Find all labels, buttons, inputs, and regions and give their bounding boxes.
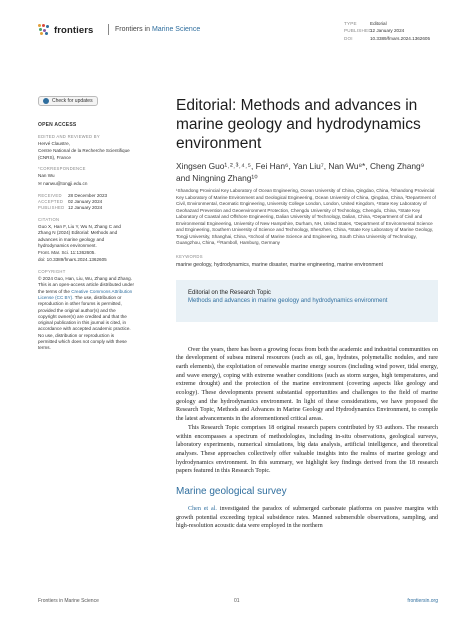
- section-body: [176, 505, 438, 531]
- article-sidebar: [38, 96, 134, 352]
- keywords-label: KEYWORDS: [176, 253, 203, 259]
- correspondence-label: *CORRESPONDENCE: [38, 165, 86, 171]
- body-paragraph: This Research Topic comprises 18 original research papers contributed by 93 authors. The research within encompasses a spectrum of methodologies, including in-situ observations, geological surveys, laboratory experiments, numerical simulations, big data analysis, artificial intelligence, and theoretical analyses. These approaches collectively offer valuable insights into the realms of marine geology and hydrodynamics environment. In this summary, we highlight key findings derived from the 18 research papers featured in this Research Topic.: [176, 424, 438, 475]
- open-access-label: OPEN ACCESS: [38, 122, 77, 129]
- author-list[interactable]: Xingsen Guo¹˒²˒³˒⁴˒⁵, Fei Han⁶, Yan Liu⁷, Nan Wu⁸*, Cheng Zhang⁹ and Ningning Zhang¹⁰: [176, 161, 425, 183]
- copyright-part-1: © 2024 Guo, Han, Liu, Wu, Zhang and Zhang. This is an open-access article distributed under the terms of the: [38, 276, 135, 294]
- article-main: [176, 96, 438, 531]
- research-topic-link[interactable]: Methods and advances in marine geology and hydrodynamics environment: [188, 297, 388, 304]
- copyright-text: [38, 276, 134, 352]
- keywords-list: marine geology, hydrodynamics, marine disaster, marine engineering, marine environment: [176, 261, 383, 268]
- page-header: [38, 20, 434, 44]
- edited-affiliation: Centre National de la Recherche Scientifique (CNRS), France: [38, 148, 130, 160]
- journal-name[interactable]: [108, 24, 200, 35]
- meta-published-value: 12 January 2024: [370, 28, 405, 34]
- research-topic-box: [176, 280, 438, 322]
- accepted-label: ACCEPTED: [38, 199, 64, 205]
- citation-doi[interactable]: doi: 10.3389/fmars.2024.1362605: [38, 257, 107, 263]
- dates-block: [38, 193, 134, 212]
- article-body: [176, 346, 438, 477]
- section-heading: Marine geological survey: [176, 486, 287, 498]
- published-label: PUBLISHED: [38, 205, 65, 211]
- check-updates-label: Check for updates: [52, 98, 93, 104]
- page-number: 01: [234, 598, 240, 604]
- body-paragraph: [176, 505, 438, 531]
- published-row: [38, 205, 134, 211]
- frontiers-logo[interactable]: [38, 24, 93, 36]
- edited-name: Hervé Claustre,: [38, 141, 70, 147]
- mail-icon: ✉: [38, 180, 42, 186]
- cc-license-link[interactable]: Creative Commons Attribution License (CC BY).: [38, 288, 133, 300]
- correspondence-name: Nan Wu: [38, 173, 55, 179]
- received-label: RECEIVED: [38, 192, 62, 198]
- correspondence-email-row[interactable]: [38, 181, 134, 187]
- citation-journal: Front. Mar. Sci. 11:1362605.: [38, 250, 96, 256]
- footer-journal: Frontiers in Marine Science: [38, 598, 99, 604]
- body-paragraph: Over the years, there has been a growing focus from both the academic and industrial communities on the development of subsea mineral resources (such as oil, gas, hydrates, polymetallic nodules, and rare earth elements), the exploitation of renewable marine energy sources (including wind power, tidal energy, and wave energy), coping with extreme weather conditions (such as storm surges, high temperatures, and extreme drought) and the protection of the marine environment (covering aspects like geology and ecology). These developments present substantial opportunities and challenges to the field of marine geology and the hydrodynamics environment. In light of these considerations, we have proposed the Research Topic, Methods and Advances in Marine Geology and Hydrodynamics Environment, to compile the latest advancements in the aforementioned critical areas.: [176, 346, 438, 423]
- citation-link-chen[interactable]: Chen et al.: [188, 506, 217, 513]
- journal-prefix: Frontiers in: [115, 26, 152, 33]
- meta-doi: [344, 35, 430, 42]
- meta-published: [344, 27, 430, 34]
- research-topic-label: Editorial on the Research Topic: [188, 289, 271, 296]
- body-paragraph-text: investigated the paradox of submerged carbonate platforms on passive margins with growth potential exceeding typical subsidence rates. Manned submersible observations, sampling, and high-resolution acoustic data were employed in the northern: [176, 506, 438, 530]
- meta-doi-value[interactable]: 10.3389/fmars.2024.1362605: [370, 35, 431, 41]
- meta-doi-label: DOI: [344, 35, 353, 41]
- article-title: Editorial: Methods and advances in marine geology and hydrodynamics environment: [176, 97, 421, 152]
- accepted-date: 02 January 2024: [68, 199, 103, 205]
- footer-site-link[interactable]: frontiersin.org: [407, 598, 438, 604]
- meta-type-value: Editorial: [370, 21, 387, 26]
- received-date: 28 December 2023: [68, 192, 108, 198]
- article-meta: [344, 20, 430, 42]
- published-date: 12 January 2024: [68, 205, 103, 211]
- logo-text: frontiers: [54, 24, 94, 36]
- edited-label: EDITED AND REVIEWED BY: [38, 133, 100, 139]
- copyright-label: COPYRIGHT: [38, 268, 66, 274]
- copyright-part-2: The use, distribution or reproduction in other forums is permitted, provided the original author(s) and the copyright owner(s) are credited and that the original publication in this journal is cited, in accordance with accepted academic practice. No use, distribution or reproduction is permitted which does not comply with these terms.: [38, 294, 131, 351]
- meta-published-label: PUBLISHED: [344, 28, 372, 34]
- affiliations: ¹Shandong Provincial Key Laboratory of Ocean Engineering, Ocean University of China, Qingdao, China, ²Shandong Provincial Key Laboratory of Marine Environment and Geological Engineering, Ocean University of China, Qingdao, China, ³Department of Civil, Environmental, Geomatic Engineering, University College London, London, United Kingdom, ⁴State Key Laboratory of Geohazard Prevention and Geoenvironment Protection, Chengdu University of Technology, Chengdu, China, ⁵State Key Laboratory of Coastal and Offshore Engineering, Dalian University of Technology, Dalian, China, ⁶Department of Civil and Environmental Engineering, University of New Hampshire, Durham, NH, United States, ⁷Department of Environmental Science and Engineering, Southern University of Science and Technology, Shenzhen, China, ⁸State Key Laboratory of Marine Geology, Tongji University, Shanghai, China, ⁹School of Marine Science and Engineering, South China University of Technology, Guangzhou, China, ¹⁰Ramboll, Hamburg, Germany: [176, 188, 436, 245]
- citation-text: Guo X, Han F, Liu Y, Wu N, Zhang C and Zhang N (2024) Editorial: Methods and advances in marine geology and hydrodynamics environment.: [38, 224, 121, 248]
- check-updates-icon: [43, 98, 49, 104]
- check-updates-button[interactable]: [38, 96, 98, 106]
- correspondence-email[interactable]: nanwu@tongji.edu.cn: [43, 180, 88, 186]
- frontiers-logo-icon: [38, 24, 50, 36]
- meta-type-label: TYPE: [344, 21, 357, 26]
- meta-type: [344, 20, 430, 27]
- journal-accent: Marine Science: [151, 26, 201, 33]
- citation-label: CITATION: [38, 216, 60, 222]
